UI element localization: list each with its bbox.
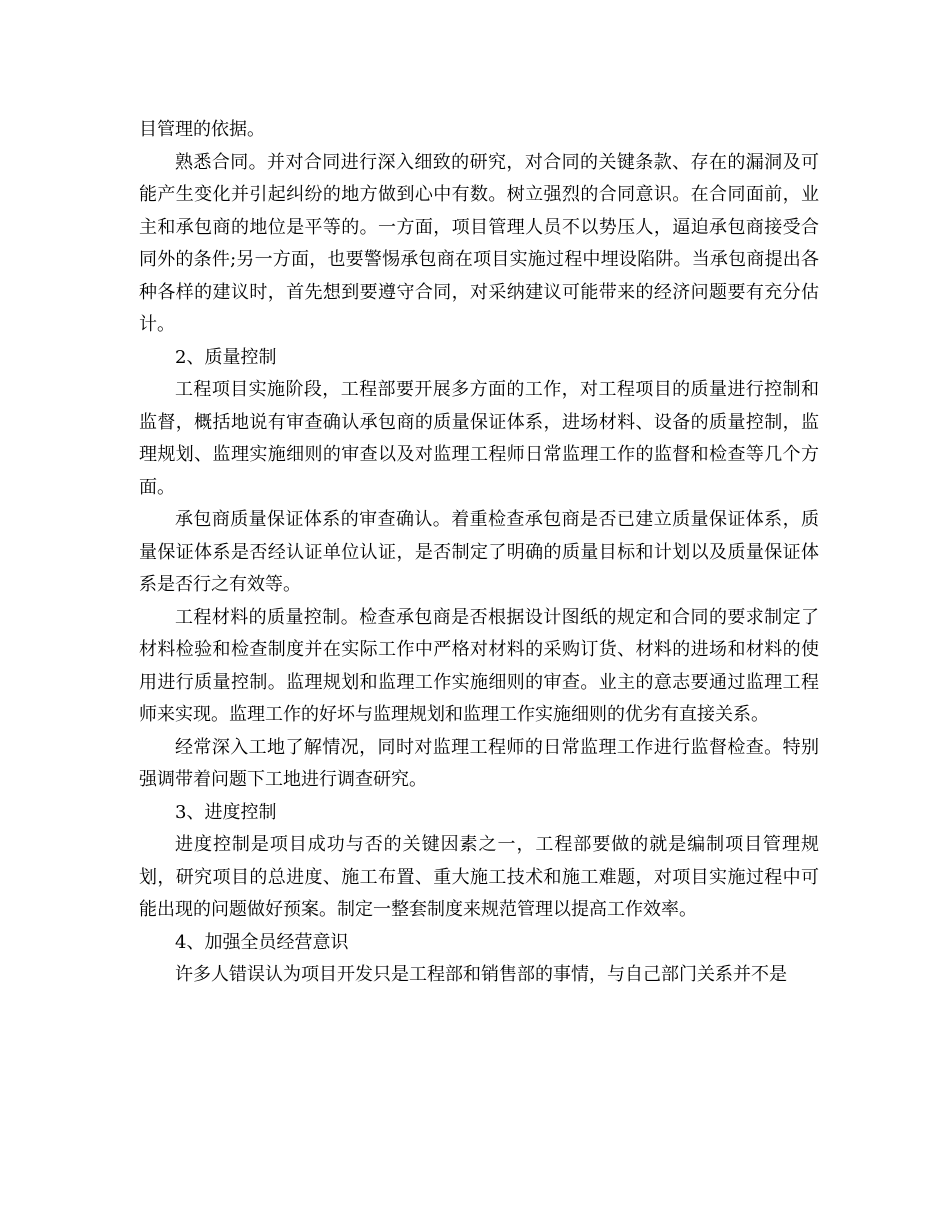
paragraph-material-quality: 工程材料的质量控制。检查承包商是否根据设计图纸的规定和合同的要求制定了材料检验和检查制度并在实际工作中严格对材料的采购订货、材料的进场和材料的使用进行质量控制。监理规划和监理工作实施细则的审查。业主的意志要通过监理工程师来实现。监理工作的好坏与监理规划和监理工作实施细则的优劣有直接关系。 [139,606,819,725]
paragraph-quality-overview: 工程项目实施阶段，工程部要开展多方面的工作，对工程项目的质量进行控制和监督，概括地说有审查确认承包商的质量保证体系，进场材料、设备的质量控制，监理规划、监理实施细则的审查以及对监理工程师日常监理工作的监督和检查等几个方面。 [139,379,819,498]
paragraph-continuation: 目管理的依据。 [139,119,265,140]
section-heading-quality-control: 2、质量控制 [175,346,277,368]
document-page [139,114,819,992]
paragraph-site-inspection: 经常深入工地了解情况，同时对监理工程师的日常监理工作进行监督检查。特别强调带着问题下工地进行调查研究。 [139,736,819,790]
section-heading-schedule-control: 3、进度控制 [175,801,277,823]
paragraph-schedule-control: 进度控制是项目成功与否的关键因素之一，工程部要做的就是编制项目管理规划，研究项目的总进度、施工布置、重大施工技术和施工难题，对项目实施过程中可能出现的问题做好预案。制定一整套制度来规范管理以提高工作效率。 [139,834,819,920]
paragraph-business-awareness: 许多人错误认为项目开发只是工程部和销售部的事情，与自己部门关系并不是 [175,964,787,985]
section-heading-business-awareness: 4、加强全员经营意识 [175,931,349,953]
paragraph-contract-familiarity: 熟悉合同。并对合同进行深入细致的研究，对合同的关键条款、存在的漏洞及可能产生变化并引起纠纷的地方做到心中有数。树立强烈的合同意识。在合同面前，业主和承包商的地位是平等的。一方面，项目管理人员不以势压人，逼迫承包商接受合同外的条件;另一方面，也要警惕承包商在项目实施过程中埋设陷阱。当承包商提出各种各样的建议时，首先想到要遵守合同，对采纳建议可能带来的经济问题要有充分估计。 [139,151,819,335]
paragraph-qa-system-review: 承包商质量保证体系的审查确认。着重检查承包商是否已建立质量保证体系，质量保证体系是否经认证单位认证，是否制定了明确的质量目标和计划以及质量保证体系是否行之有效等。 [139,509,819,595]
